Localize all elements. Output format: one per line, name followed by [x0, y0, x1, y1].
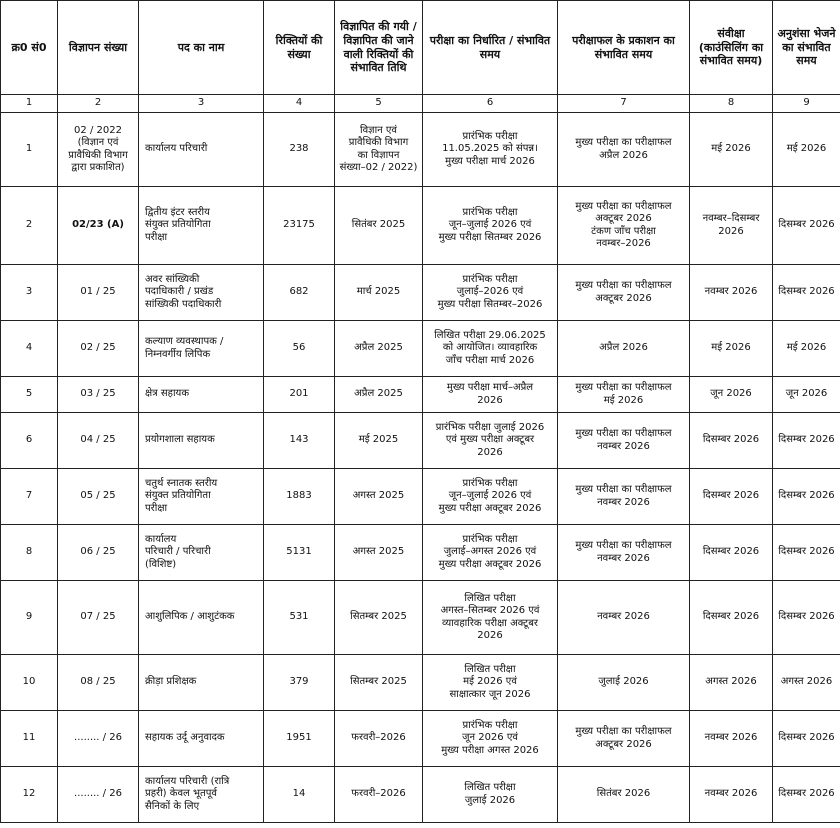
table-row [1, 581, 840, 655]
column-number: 2 [58, 95, 139, 113]
cell-recommendation: दिसम्बर 2026 [773, 581, 840, 655]
cell-sn: 3 [1, 265, 58, 321]
cell-adv-no: ........ / 26 [58, 711, 139, 767]
cell-exam-time: प्रारंभिक परीक्षा 11.05.2025 को संपन्न। मुख्य परीक्षा मार्च 2026 [423, 113, 558, 187]
cell-post: द्वितीय इंटर स्तरीय संयुक्त प्रतियोगिता परीक्षा [139, 187, 264, 265]
cell-adv-no: 02 / 2022 (विज्ञान एवं प्रावैधिकी विभाग द्वारा प्रकाशित) [58, 113, 139, 187]
table-row [1, 113, 840, 187]
cell-result-time: मुख्य परीक्षा का परीक्षाफल अक्टूबर 2026 टंकण जाँच परीक्षा नवम्बर–2026 [558, 187, 690, 265]
cell-exam-time: प्रारंभिक परीक्षा जुलाई 2026 एवं मुख्य परीक्षा अक्टूबर 2026 [423, 413, 558, 469]
cell-adv-no: 05 / 25 [58, 469, 139, 525]
cell-counselling: नवम्बर 2026 [690, 711, 773, 767]
cell-post: सहायक उर्दू अनुवादक [139, 711, 264, 767]
cell-recommendation: मई 2026 [773, 113, 840, 187]
cell-adv-no: 02/23 (A) [58, 187, 139, 265]
cell-vacancies: 14 [264, 767, 335, 823]
cell-exam-time: लिखित परीक्षा अगस्त–सितम्बर 2026 एवं व्यावहारिक परीक्षा अक्टूबर 2026 [423, 581, 558, 655]
cell-counselling: नवम्बर 2026 [690, 265, 773, 321]
column-number: 7 [558, 95, 690, 113]
cell-recommendation: मई 2026 [773, 321, 840, 377]
cell-counselling: दिसम्बर 2026 [690, 525, 773, 581]
cell-recommendation: जून 2026 [773, 377, 840, 413]
cell-adv-date: मार्च 2025 [335, 265, 423, 321]
cell-result-time: मुख्य परीक्षा का परीक्षाफल नवम्बर 2026 [558, 469, 690, 525]
cell-exam-time: प्रारंभिक परीक्षा जून–जुलाई 2026 एवं मुख्य परीक्षा अक्टूबर 2026 [423, 469, 558, 525]
cell-counselling: मई 2026 [690, 321, 773, 377]
table-row [1, 265, 840, 321]
table-row [1, 321, 840, 377]
cell-exam-time: लिखित परीक्षा 29.06.2025 को आयोजित। व्यावहारिक जाँच परीक्षा मार्च 2026 [423, 321, 558, 377]
table-row [1, 655, 840, 711]
cell-sn: 12 [1, 767, 58, 823]
column-number: 8 [690, 95, 773, 113]
cell-vacancies: 143 [264, 413, 335, 469]
cell-exam-time: लिखित परीक्षा मई 2026 एवं साक्षात्कार जून 2026 [423, 655, 558, 711]
cell-recommendation: दिसम्बर 2026 [773, 413, 840, 469]
cell-sn: 2 [1, 187, 58, 265]
cell-sn: 6 [1, 413, 58, 469]
cell-result-time: नवम्बर 2026 [558, 581, 690, 655]
cell-adv-date: फरवरी–2026 [335, 711, 423, 767]
header-exam-time: परीक्षा का निर्धारित / संभावित समय [423, 1, 558, 95]
cell-post: कार्यालय परिचारी (रात्रि प्रहरी) केवल भूतपूर्व सैनिकों के लिए [139, 767, 264, 823]
cell-exam-time: मुख्य परीक्षा मार्च–अप्रैल 2026 [423, 377, 558, 413]
cell-sn: 8 [1, 525, 58, 581]
cell-counselling: दिसम्बर 2026 [690, 469, 773, 525]
cell-result-time: मुख्य परीक्षा का परीक्षाफल अक्टूबर 2026 [558, 265, 690, 321]
cell-counselling: नवम्बर–दिसम्बर 2026 [690, 187, 773, 265]
cell-counselling: अगस्त 2026 [690, 655, 773, 711]
cell-recommendation: अगस्त 2026 [773, 655, 840, 711]
column-number-row [1, 95, 840, 113]
cell-adv-date: अगस्त 2025 [335, 525, 423, 581]
cell-result-time: जुलाई 2026 [558, 655, 690, 711]
cell-vacancies: 5131 [264, 525, 335, 581]
cell-vacancies: 1883 [264, 469, 335, 525]
cell-sn: 9 [1, 581, 58, 655]
cell-adv-date: विज्ञान एवं प्रावैधिकी विभाग का विज्ञापन संख्या–02 / 2022) [335, 113, 423, 187]
cell-recommendation: दिसम्बर 2026 [773, 525, 840, 581]
cell-adv-date: सितम्बर 2025 [335, 655, 423, 711]
cell-sn: 10 [1, 655, 58, 711]
column-number: 1 [1, 95, 58, 113]
cell-result-time: मुख्य परीक्षा का परीक्षाफल मई 2026 [558, 377, 690, 413]
cell-post: क्रीड़ा प्रशिक्षक [139, 655, 264, 711]
cell-adv-no: 02 / 25 [58, 321, 139, 377]
column-number: 6 [423, 95, 558, 113]
header-sn: क्र0 सं0 [1, 1, 58, 95]
header-recommendation: अनुशंसा भेजने का संभावित समय [773, 1, 840, 95]
cell-sn: 7 [1, 469, 58, 525]
cell-recommendation: दिसम्बर 2026 [773, 187, 840, 265]
cell-post: आशुलिपिक / आशुटंकक [139, 581, 264, 655]
cell-post: अवर सांख्यिकी पदाधिकारी / प्रखंड सांख्यिकी पदाधिकारी [139, 265, 264, 321]
cell-exam-time: प्रारंभिक परीक्षा जुलाई–2026 एवं मुख्य परीक्षा सितम्बर–2026 [423, 265, 558, 321]
cell-vacancies: 531 [264, 581, 335, 655]
cell-vacancies: 238 [264, 113, 335, 187]
cell-adv-date: सितंबर 2025 [335, 187, 423, 265]
table-row [1, 377, 840, 413]
cell-recommendation: दिसम्बर 2026 [773, 265, 840, 321]
cell-adv-date: अगस्त 2025 [335, 469, 423, 525]
header-vacancies: रिक्तियों की संख्या [264, 1, 335, 95]
cell-post: क्षेत्र सहायक [139, 377, 264, 413]
cell-adv-no: 07 / 25 [58, 581, 139, 655]
header-row [1, 1, 840, 95]
cell-adv-date: मई 2025 [335, 413, 423, 469]
cell-counselling: जून 2026 [690, 377, 773, 413]
cell-exam-time: प्रारंभिक परीक्षा जून–जुलाई 2026 एवं मुख्य परीक्षा सितम्बर 2026 [423, 187, 558, 265]
column-number: 5 [335, 95, 423, 113]
table-body [1, 113, 840, 823]
cell-adv-date: सितम्बर 2025 [335, 581, 423, 655]
cell-recommendation: दिसम्बर 2026 [773, 767, 840, 823]
cell-result-time: मुख्य परीक्षा का परीक्षाफल अप्रैल 2026 [558, 113, 690, 187]
cell-exam-time: प्रारंभिक परीक्षा जून 2026 एवं मुख्य परीक्षा अगस्त 2026 [423, 711, 558, 767]
cell-counselling: दिसम्बर 2026 [690, 413, 773, 469]
header-post: पद का नाम [139, 1, 264, 95]
cell-result-time: मुख्य परीक्षा का परीक्षाफल अक्टूबर 2026 [558, 711, 690, 767]
cell-adv-no: 08 / 25 [58, 655, 139, 711]
table-row [1, 711, 840, 767]
cell-post: कल्याण व्यवस्थापक / निम्नवर्गीय लिपिक [139, 321, 264, 377]
cell-vacancies: 1951 [264, 711, 335, 767]
cell-sn: 1 [1, 113, 58, 187]
cell-recommendation: दिसम्बर 2026 [773, 711, 840, 767]
cell-vacancies: 682 [264, 265, 335, 321]
cell-post: प्रयोगशाला सहायक [139, 413, 264, 469]
table-row [1, 469, 840, 525]
cell-vacancies: 56 [264, 321, 335, 377]
cell-adv-date: फरवरी–2026 [335, 767, 423, 823]
cell-vacancies: 379 [264, 655, 335, 711]
table-row [1, 187, 840, 265]
cell-adv-date: अप्रैल 2025 [335, 377, 423, 413]
cell-post: चतुर्थ स्नातक स्तरीय संयुक्त प्रतियोगिता परीक्षा [139, 469, 264, 525]
cell-sn: 4 [1, 321, 58, 377]
cell-adv-no: ........ / 26 [58, 767, 139, 823]
cell-vacancies: 201 [264, 377, 335, 413]
cell-sn: 5 [1, 377, 58, 413]
cell-counselling: नवम्बर 2026 [690, 767, 773, 823]
cell-vacancies: 23175 [264, 187, 335, 265]
cell-adv-no: 06 / 25 [58, 525, 139, 581]
column-number: 4 [264, 95, 335, 113]
cell-adv-no: 03 / 25 [58, 377, 139, 413]
cell-sn: 11 [1, 711, 58, 767]
column-number: 9 [773, 95, 840, 113]
cell-adv-date: अप्रैल 2025 [335, 321, 423, 377]
cell-result-time: अप्रैल 2026 [558, 321, 690, 377]
table-row [1, 413, 840, 469]
cell-exam-time: लिखित परीक्षा जुलाई 2026 [423, 767, 558, 823]
table-row [1, 767, 840, 823]
header-counselling: संवीक्षा (काउंसिलिंग का संभावित समय) [690, 1, 773, 95]
cell-counselling: मई 2026 [690, 113, 773, 187]
cell-post: कार्यालय परिचारी [139, 113, 264, 187]
header-adv-date: विज्ञापित की गयी / विज्ञापित की जाने वाली रिक्तियों की संभावित तिथि [335, 1, 423, 95]
cell-recommendation: दिसम्बर 2026 [773, 469, 840, 525]
cell-post: कार्यालय परिचारी / परिचारी (विशिष्ट) [139, 525, 264, 581]
header-result-time: परीक्षाफल के प्रकाशन का संभावित समय [558, 1, 690, 95]
table-row [1, 525, 840, 581]
cell-adv-no: 04 / 25 [58, 413, 139, 469]
cell-exam-time: प्रारंभिक परीक्षा जुलाई–अगस्त 2026 एवं मुख्य परीक्षा अक्टूबर 2026 [423, 525, 558, 581]
header-adv-no: विज्ञापन संख्या [58, 1, 139, 95]
column-number: 3 [139, 95, 264, 113]
cell-adv-no: 01 / 25 [58, 265, 139, 321]
cell-counselling: दिसम्बर 2026 [690, 581, 773, 655]
cell-result-time: सितंबर 2026 [558, 767, 690, 823]
cell-result-time: मुख्य परीक्षा का परीक्षाफल नवम्बर 2026 [558, 525, 690, 581]
cell-result-time: मुख्य परीक्षा का परीक्षाफल नवम्बर 2026 [558, 413, 690, 469]
